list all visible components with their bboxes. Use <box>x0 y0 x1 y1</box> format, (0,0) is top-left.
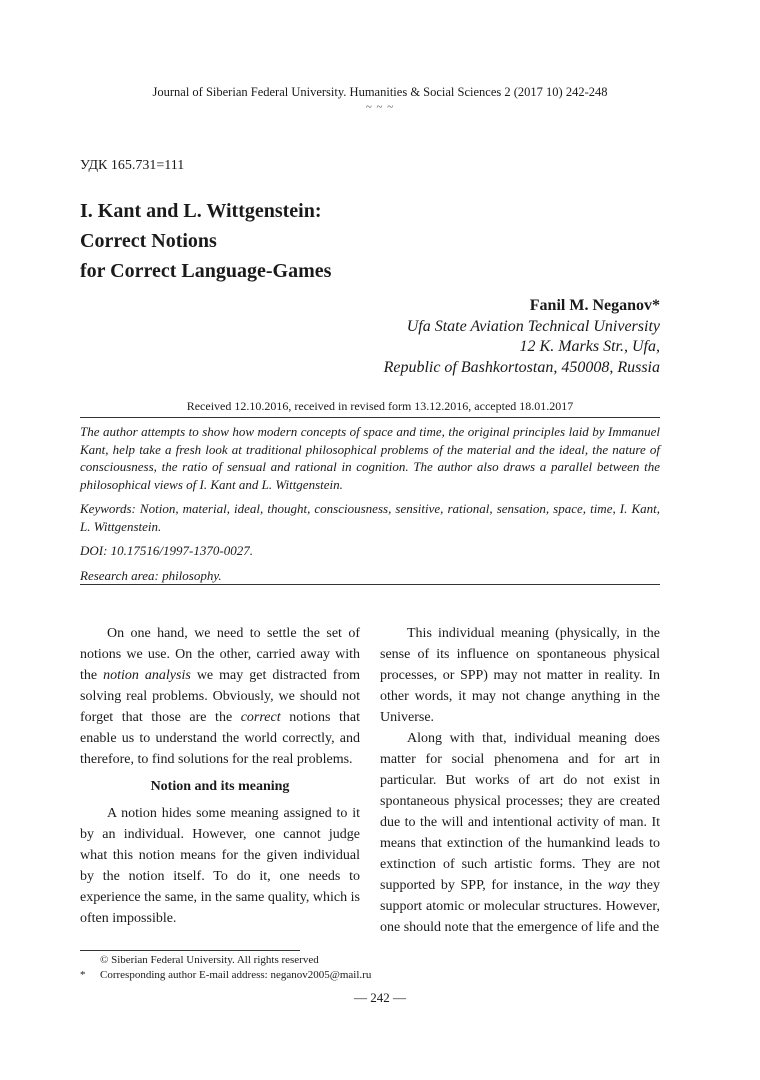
body-paragraph <box>380 728 660 938</box>
body-paragraph <box>80 623 360 770</box>
text-run: notions that enable us to understand the world correctly, and therefore, to find solutions for the real problems. <box>80 710 360 767</box>
author-affiliation-1: Ufa State Aviation Technical University <box>406 317 660 335</box>
body-paragraph: A notion hides some meaning assigned to it by an individual. However, one cannot judge what this notion means for the given individual by the notion itself. To do it, one needs to experience the same, in the same quality, which is often impossible. <box>80 806 360 926</box>
journal-header: Journal of Siberian Federal University. Humanities & Social Sciences 2 (2017 10) 242-248 <box>152 85 608 99</box>
footnote-corresponding-row <box>80 968 371 983</box>
received-dates: Received 12.10.2016, received in revised form 13.12.2016, accepted 18.01.2017 <box>186 399 574 413</box>
emphasis-way: way <box>607 878 631 893</box>
footnote-copyright-row <box>80 953 371 968</box>
paper-title <box>80 196 331 286</box>
body-left-column <box>80 623 360 929</box>
footnote-corresponding: Corresponding author E-mail address: neganov2005@mail.ru <box>100 969 372 981</box>
emphasis-correct: correct <box>240 710 281 725</box>
footnote-rule <box>80 950 300 951</box>
text-run: they support atomic or molecular structures. However, one should note that the emergence of life and the <box>380 878 660 935</box>
abstract-block <box>80 423 660 591</box>
abstract-bottom-rule <box>80 584 660 585</box>
body-right-column <box>380 623 660 938</box>
title-line-3: for Correct Language-Games <box>80 260 332 282</box>
abstract-top-rule <box>80 417 660 418</box>
text-run: Along with that, individual meaning does matter for social phenomena and for art in particular. But works of art do not exist in spontaneous physical processes; they are created due to the will and intentional activity of man. It means that extinction of the humankind leads to extinction of such artistic forms. They are not supported by SPP, for instance, in the <box>380 731 660 893</box>
doi: DOI: 10.17516/1997-1370-0027. <box>80 543 253 558</box>
author-block <box>384 296 660 378</box>
footnotes <box>80 953 371 983</box>
abstract-text: The author attempts to show how modern concepts of space and time, the original principles laid by Immanuel Kant, help take a fresh look at traditional philosophical problems of the material and the ideal, the nature of consciousness, the ratio of sensual and rational in cognition. The author also draws a parallel between the philosophical views of I. Kant and L. Wittgenstein. <box>80 424 660 492</box>
footnote-mark-blank <box>80 953 100 968</box>
page-number: — 242 — <box>354 990 406 1005</box>
title-line-2: Correct Notions <box>80 230 217 252</box>
udk-code: УДК 165.731=111 <box>80 158 185 173</box>
title-line-1: I. Kant and L. Wittgenstein: <box>80 200 322 222</box>
author-affiliation-2: 12 K. Marks Str., Ufa, <box>519 338 660 355</box>
author-affiliation-3: Republic of Bashkortostan, 450008, Russia <box>383 358 660 376</box>
text-run: we may get distracted from solving real problems. Obviously, we should not forget that those are the <box>80 668 361 725</box>
footnote-asterisk: * <box>80 969 86 981</box>
author-name: Fanil M. Neganov* <box>529 297 660 314</box>
text-run: On one hand, we need to settle the set of notions we use. On the other, carried away with the <box>80 626 360 683</box>
keywords: Keywords: Notion, material, ideal, thought, consciousness, sensitive, rational, sensation, space, time, I. Kant, L. Wittgenstein. <box>80 501 660 534</box>
section-heading: Notion and its meaning <box>150 779 290 794</box>
footnote-copyright: © Siberian Federal University. All rights reserved <box>100 954 319 966</box>
research-area: Research area: philosophy. <box>80 567 222 583</box>
emphasis-notion-analysis: notion analysis <box>103 668 191 683</box>
body-paragraph: This individual meaning (physically, in the sense of its influence on spontaneous physical processes, or SPP) may not matter in reality. In other words, it may not change anything in the Universe. <box>380 626 660 725</box>
header-separator: ~ ~ ~ <box>365 101 395 113</box>
